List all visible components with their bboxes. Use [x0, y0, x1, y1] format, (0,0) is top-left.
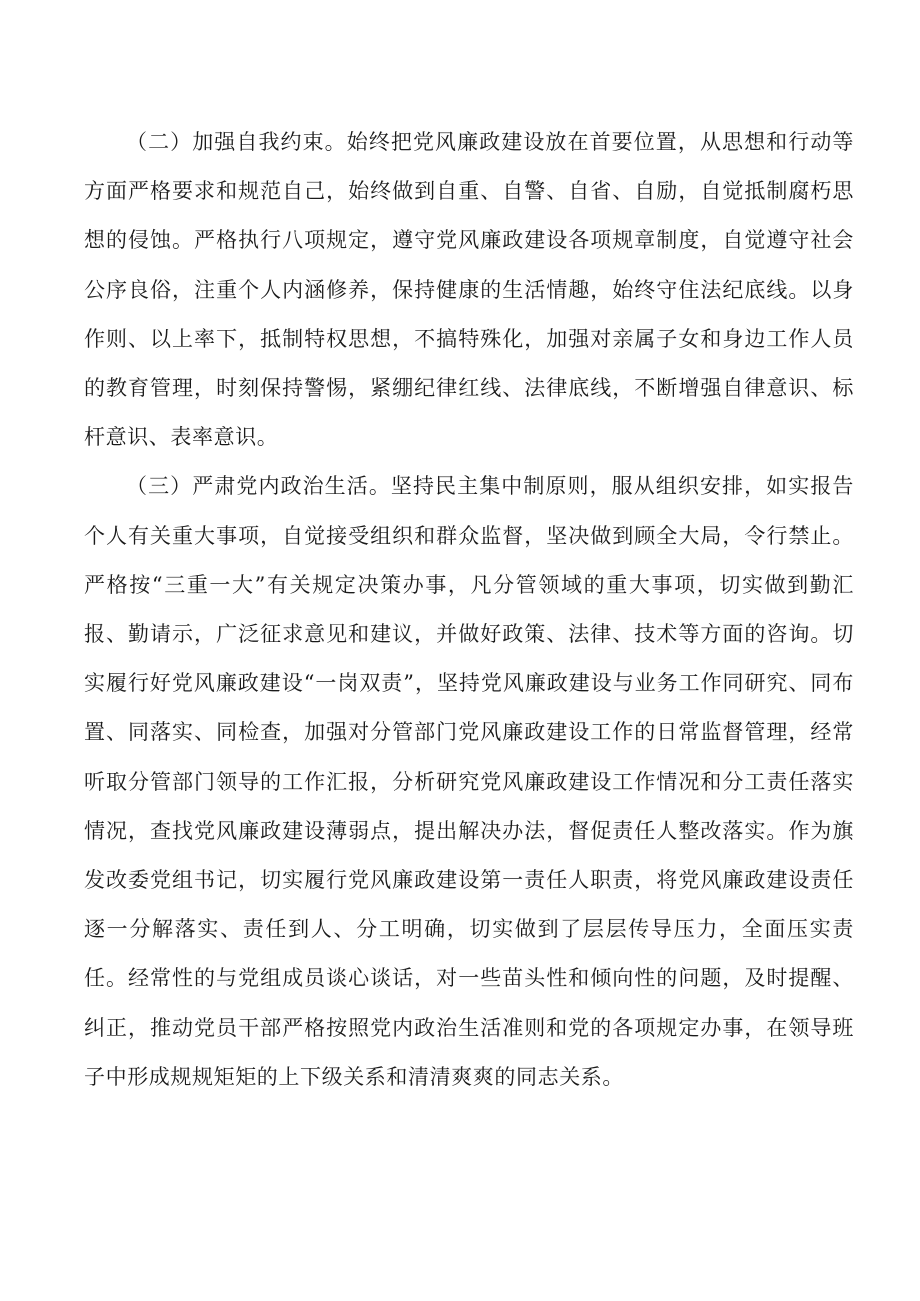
- document-body: [84, 118, 854, 1102]
- paragraph-strict-party-political-life: （三）严肃党内政治生活。坚持民主集中制原则，服从组织安排，如实报告个人有关重大事项，自觉接受组织和群众监督，坚决做到顾全大局，令行禁止。严格按“三重一大”有关规定决策办事，凡分管领域的重大事项，切实做到勤汇报、勤请示，广泛征求意见和建议，并做好政策、法律、技术等方面的咨询。切实履行好党风廉政建设“一岗双责”，坚持党风廉政建设与业务工作同研究、同布置、同落实、同检查，加强对分管部门党风廉政建设工作的日常监督管理，经常听取分管部门领导的工作汇报，分析研究党风廉政建设工作情况和分工责任落实情况，查找党风廉政建设薄弱点，提出解决办法，督促责任人整改落实。作为旗发改委党组书记，切实履行党风廉政建设第一责任人职责，将党风廉政建设责任逐一分解落实、责任到人、分工明确，切实做到了层层传导压力，全面压实责任。经常性的与党组成员谈心谈话，对一些苗头性和倾向性的问题，及时提醒、纠正，推动党员干部严格按照党内政治生活准则和党的各项规定办事，在领导班子中形成规规矩矩的上下级关系和清清爽爽的同志关系。: [84, 474, 854, 1089]
- paragraph-strengthen-self-discipline: （二）加强自我约束。始终把党风廉政建设放在首要位置，从思想和行动等方面严格要求和规范自己，始终做到自重、自警、自省、自励，自觉抵制腐朽思想的侵蚀。严格执行八项规定，遵守党风廉政建设各项规章制度，自觉遵守社会公序良俗，注重个人内涵修养，保持健康的生活情趣，始终守住法纪底线。以身作则、以上率下，抵制特权思想，不搞特殊化，加强对亲属子女和身边工作人员的教育管理，时刻保持警惕，紧绷纪律红线、法律底线，不断增强自律意识、标杆意识、表率意识。: [84, 130, 854, 450]
